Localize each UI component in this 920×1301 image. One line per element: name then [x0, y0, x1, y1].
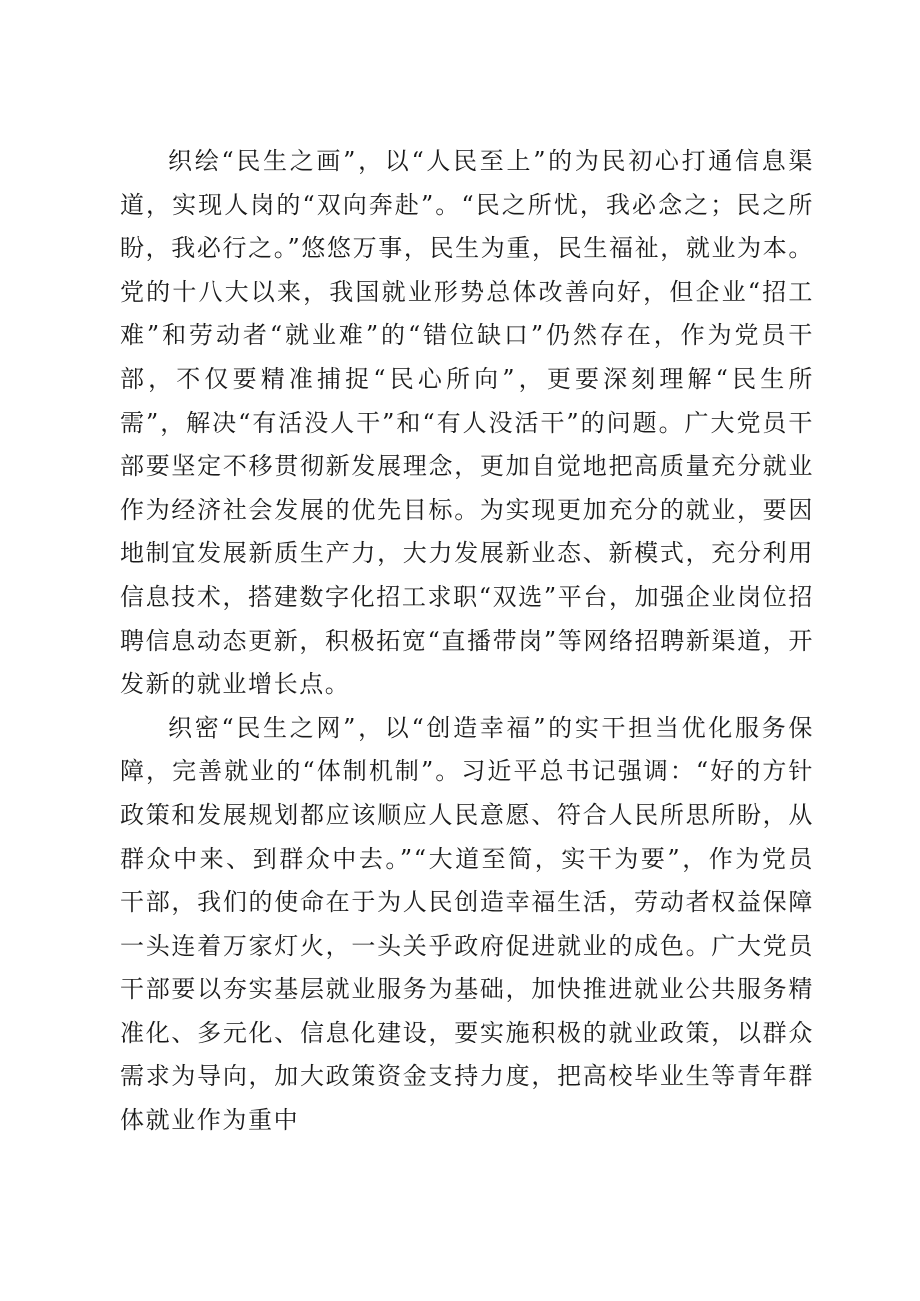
- paragraph-minsheng-zhiwang: 织密“民生之网”，以“创造幸福”的实干担当优化服务保障，完善就业的“体制机制”。习近平总书记强调：“好的方针政策和发展规划都应该顺应人民意愿、符合人民所思所盼，从群众中来、到群众中去。”“大道至简，实干为要”，作为党员干部，我们的使命在于为人民创造幸福生活，劳动者权益保障一头连着万家灯火，一头关乎政府促进就业的成色。广大党员干部要以夯实基层就业服务为基础，加快推进就业公共服务精准化、多元化、信息化建设，要实施积极的就业政策，以群众需求为导向，加大政策资金支持力度，把高校毕业生等青年群体就业作为重中: [120, 713, 814, 1135]
- paragraph-minsheng-zhihua: 织绘“民生之画”，以“人民至上”的为民初心打通信息渠道，实现人岗的“双向奔赴”。“民之所忧，我必念之；民之所盼，我必行之。”悠悠万事，民生为重，民生福祉，就业为本。党的十八大以来，我国就业形势总体改善向好，但企业“招工难”和劳动者“就业难”的“错位缺口”仍然存在，作为党员干部，不仅要精准捕捉“民心所向”，更要深刻理解“民生所需”，解决“有活没人干”和“有人没活干”的问题。广大党员干部要坚定不移贯彻新发展理念，更加自觉地把高质量充分就业作为经济社会发展的优先目标。为实现更加充分的就业，要因地制宜发展新质生产力，大力发展新业态、新模式，充分利用信息技术，搭建数字化招工求职“双选”平台，加强企业岗位招聘信息动态更新，积极拓宽“直播带岗”等网络招聘新渠道，开发新的就业增长点。: [120, 147, 814, 699]
- document-body: [120, 140, 814, 1143]
